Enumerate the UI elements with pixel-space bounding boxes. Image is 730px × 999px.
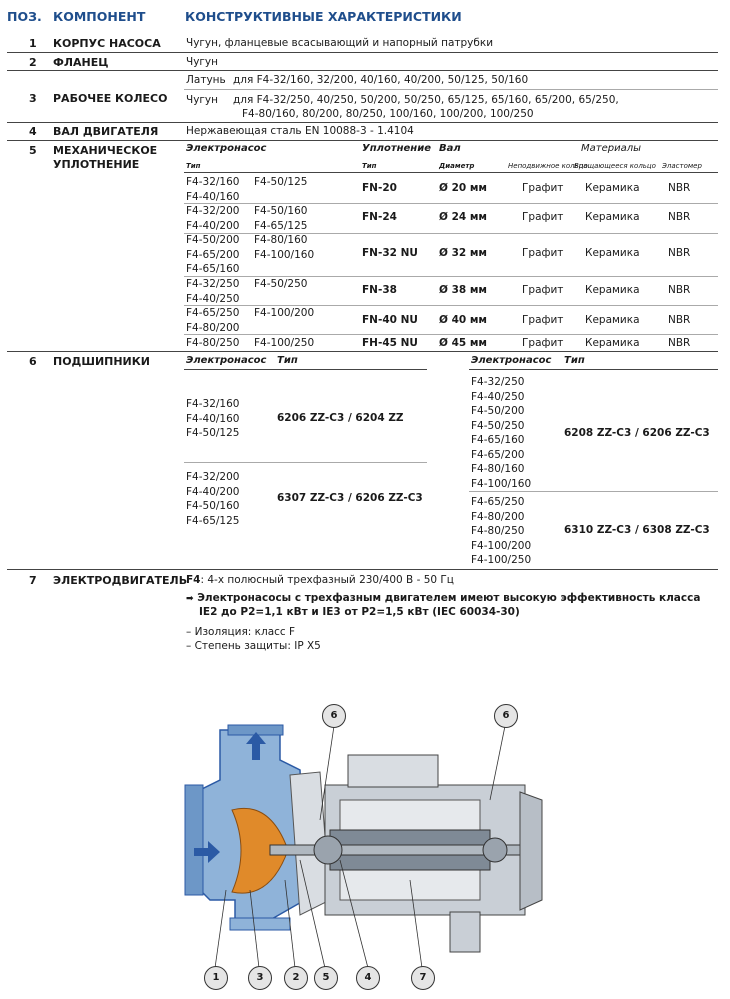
row4-num: 4 [29, 125, 37, 138]
row5-name1: МЕХАНИЧЕСКОЕ [53, 144, 158, 157]
seal-h-type2: Тип [362, 162, 377, 170]
seal-diameter: Ø 20 мм [439, 182, 488, 194]
seal-h-pump: Электронасос [186, 143, 267, 154]
seal-diameter: Ø 32 мм [439, 247, 488, 259]
row2-text: Чугун [186, 56, 219, 68]
seal-rot-ring: Керамика [585, 211, 640, 223]
seal-type: FN-40 NU [362, 314, 418, 326]
callout-4: 4 [356, 966, 380, 990]
row2-name: ФЛАНЕЦ [53, 56, 109, 69]
seal-models-b: F4-50/160 F4-65/125 [254, 205, 308, 232]
row3-mat2: Чугун [186, 94, 219, 106]
bearings-left-h-pump: Электронасос [186, 355, 267, 366]
seal-models-b: F4-50/125 [254, 176, 308, 188]
row1-text: Чугун, фланцевые всасывающий и напорный патрубки [186, 37, 494, 49]
bearing-type: 6208 ZZ-C3 / 6206 ZZ-C3 [564, 427, 710, 439]
motor-label: F4 [186, 574, 201, 586]
header-pos: ПОЗ. [7, 9, 42, 24]
seal-diameter: Ø 45 мм [439, 337, 488, 349]
seal-h-rot: Вращающееся кольцо [574, 162, 656, 170]
seal-h-materials: Материалы [581, 143, 641, 154]
seal-models-b: F4-80/160 F4-100/160 [254, 234, 315, 261]
seal-rot-ring: Керамика [585, 247, 640, 259]
row3-models2: для F4-32/250, 40/250, 50/200, 50/250, 65/125, 65/160, 65/200, 65/250, [233, 94, 619, 106]
seal-models-a: F4-32/200 F4-40/200 [186, 205, 240, 232]
seal-diameter: Ø 38 мм [439, 284, 488, 296]
seal-elastomer: NBR [668, 211, 691, 223]
seal-rot-ring: Керамика [585, 182, 640, 194]
row3-name: РАБОЧЕЕ КОЛЕСО [53, 92, 168, 105]
row4-name: ВАЛ ДВИГАТЕЛЯ [53, 125, 159, 138]
seal-models-a: F4-65/250 F4-80/200 [186, 307, 240, 334]
seal-fixed-ring: Графит [522, 182, 564, 194]
motor-text: : 4-х полюсный трехфазный 230/400 В - 50 Гц [200, 574, 454, 586]
bearing-type: 6206 ZZ-C3 / 6204 ZZ [277, 412, 404, 424]
seal-diameter: Ø 24 мм [439, 211, 488, 223]
seal-type: FN-24 [362, 211, 397, 223]
row2-num: 2 [29, 56, 37, 69]
seal-h-type: Тип [186, 162, 201, 170]
bearings-right-h-pump: Электронасос [471, 355, 552, 366]
bearing-type: 6310 ZZ-C3 / 6308 ZZ-C3 [564, 524, 710, 536]
row7-name: ЭЛЕКТРОДВИГАТЕЛЬ [53, 574, 188, 587]
seal-rot-ring: Керамика [585, 314, 640, 326]
seal-h-seal: Уплотнение [362, 143, 431, 154]
row1-num: 1 [29, 37, 37, 50]
callout-6a: 6 [322, 704, 346, 728]
seal-elastomer: NBR [668, 284, 691, 296]
motor-note1: Электронасосы с трехфазным двигателем имеют высокую эффективность класса [197, 592, 701, 604]
callout-3: 3 [248, 966, 272, 990]
header-characteristics: КОНСТРУКТИВНЫЕ ХАРАКТЕРИСТИКИ [185, 9, 462, 24]
header-component: КОМПОНЕНТ [53, 9, 146, 24]
bearing-models: F4-65/250 F4-80/200 F4-80/250 F4-100/200 F4-100/250 [471, 496, 532, 566]
row3-mat1: Латунь [186, 74, 226, 86]
seal-elastomer: NBR [668, 247, 691, 259]
bearing-models: F4-32/160 F4-40/160 F4-50/125 [186, 398, 240, 439]
row3-models3: F4-80/160, 80/200, 80/250, 100/160, 100/200, 100/250 [242, 108, 534, 120]
motor-protection: – Степень защиты: IP X5 [186, 640, 321, 652]
row5-num: 5 [29, 144, 37, 157]
callout-7: 7 [411, 966, 435, 990]
seal-rot-ring: Керамика [585, 284, 640, 296]
seal-type: FN-38 [362, 284, 397, 296]
row6-num: 6 [29, 355, 37, 368]
motor-insulation: – Изоляция: класс F [186, 626, 296, 638]
callout-1: 1 [204, 966, 228, 990]
callout-6b: 6 [494, 704, 518, 728]
row7-num: 7 [29, 574, 37, 587]
bearing-models: F4-32/250 F4-40/250 F4-50/200 F4-50/250 F4-65/160 F4-65/200 F4-80/160 F4-100/160 [471, 376, 532, 490]
bearings-right-h-type: Тип [564, 355, 585, 366]
seal-h-shaft: Вал [439, 143, 461, 154]
callout-5: 5 [314, 966, 338, 990]
seal-fixed-ring: Графит [522, 314, 564, 326]
bearing-models: F4-32/200 F4-40/200 F4-50/160 F4-65/125 [186, 471, 240, 527]
seal-fixed-ring: Графит [522, 337, 564, 349]
seal-models-b: F4-100/250 [254, 337, 315, 349]
row4-text: Нержавеющая сталь EN 10088-3 - 1.4104 [186, 125, 414, 137]
seal-models-a: F4-80/250 [186, 337, 240, 349]
seal-models-a: F4-32/250 F4-40/250 [186, 278, 240, 305]
seal-models-b: F4-100/200 [254, 307, 315, 319]
callout-2: 2 [284, 966, 308, 990]
row1-name: КОРПУС НАСОСА [53, 37, 161, 50]
seal-fixed-ring: Графит [522, 284, 564, 296]
seal-fixed-ring: Графит [522, 247, 564, 259]
row5-name2: УПЛОТНЕНИЕ [53, 158, 140, 171]
seal-models-a: F4-50/200 F4-65/200 F4-65/160 [186, 234, 240, 275]
seal-elastomer: NBR [668, 337, 691, 349]
seal-h-elast: Эластомер [662, 162, 702, 170]
seal-diameter: Ø 40 мм [439, 314, 488, 326]
row6-name: ПОДШИПНИКИ [53, 355, 150, 368]
arrow-icon: ➡ [186, 594, 194, 604]
bearing-type: 6307 ZZ-C3 / 6206 ZZ-C3 [277, 492, 423, 504]
seal-type: FH-45 NU [362, 337, 418, 349]
seal-type: FN-32 NU [362, 247, 418, 259]
bearings-left-h-type: Тип [277, 355, 298, 366]
seal-fixed-ring: Графит [522, 211, 564, 223]
row3-num: 3 [29, 92, 37, 105]
seal-elastomer: NBR [668, 314, 691, 326]
seal-h-fixed: Неподвижное кольцо [508, 162, 588, 170]
seal-elastomer: NBR [668, 182, 691, 194]
seal-h-diam: Диаметр [439, 162, 475, 170]
row3-models1: для F4-32/160, 32/200, 40/160, 40/200, 50/125, 50/160 [233, 74, 529, 86]
seal-rot-ring: Керамика [585, 337, 640, 349]
motor-note2: IE2 до P2=1,1 кВт и IE3 от P2=1,5 кВт (IEC 60034-30) [199, 606, 520, 618]
seal-models-b: F4-50/250 [254, 278, 308, 290]
seal-models-a: F4-32/160 F4-40/160 [186, 176, 240, 203]
seal-type: FN-20 [362, 182, 397, 194]
